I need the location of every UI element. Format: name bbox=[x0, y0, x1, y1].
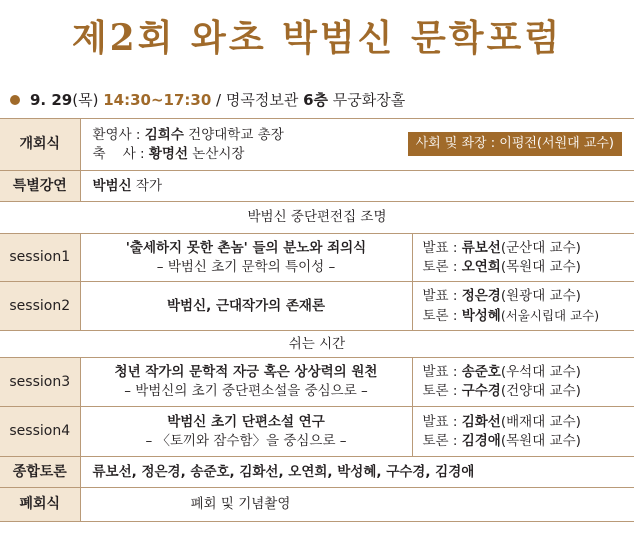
presenter-name: 송준호 bbox=[461, 364, 501, 380]
presenter-name: 김화선 bbox=[461, 413, 501, 430]
presenter bbox=[423, 413, 629, 432]
session-topic bbox=[80, 282, 412, 331]
session-label: session1 bbox=[0, 234, 80, 282]
presenter-role: 발표 : bbox=[422, 413, 462, 430]
welcome-speaker: 김희수 bbox=[144, 126, 184, 143]
session-speakers bbox=[412, 407, 634, 457]
label-general-discussion: 종합토론 bbox=[0, 457, 80, 488]
presenter-affiliation: (우석대 교수) bbox=[500, 364, 581, 380]
session-subtitle: – 박범신 초기 문학의 특이성 – bbox=[156, 258, 336, 275]
presenter-role: 발표 : bbox=[422, 239, 462, 256]
program-table bbox=[0, 118, 634, 522]
opening-content bbox=[93, 126, 629, 164]
session-row bbox=[0, 407, 634, 457]
session-subtitle: – 〈토끼와 잠수함〉을 중심으로 – bbox=[145, 432, 347, 449]
presenter-name: 류보선 bbox=[461, 239, 501, 256]
discussant-role: 토론 : bbox=[422, 383, 462, 399]
session-title: 청년 작가의 문학적 자긍 혹은 상상력의 원천 bbox=[114, 364, 378, 380]
session-speakers bbox=[412, 282, 634, 331]
congrats-speaker: 황명선 bbox=[148, 145, 189, 162]
session-row bbox=[0, 358, 634, 407]
congrats-role: 축 사 : bbox=[92, 145, 149, 162]
discussant bbox=[423, 306, 629, 326]
venue-floor: 6층 bbox=[303, 91, 329, 109]
row-special-lecture bbox=[0, 171, 634, 202]
moderator-badge: 사회 및 좌장 : 이평전(서원대 교수) bbox=[408, 132, 622, 156]
section-title: 박범신 중단편전집 조명 bbox=[0, 202, 634, 234]
label-closing: 폐회식 bbox=[0, 488, 80, 522]
discussant-name: 구수경 bbox=[461, 383, 501, 399]
label-opening: 개회식 bbox=[0, 119, 80, 171]
welcome-affiliation: 건양대학교 총장 bbox=[183, 126, 284, 143]
session-title: 박범신, 근대작가의 존재론 bbox=[167, 297, 325, 314]
row-opening bbox=[0, 119, 634, 171]
welcome-role: 환영사 : bbox=[92, 126, 145, 143]
presenter-affiliation: (군산대 교수) bbox=[500, 239, 581, 256]
discussant-affiliation: (건양대 교수) bbox=[500, 383, 581, 399]
event-time: 14:30~17:30 bbox=[103, 91, 212, 109]
session-row bbox=[0, 234, 634, 282]
congrats-affiliation: 논산시장 bbox=[188, 145, 245, 162]
session-label: session2 bbox=[0, 282, 80, 331]
session-topic bbox=[80, 407, 412, 457]
session-title: '출세하지 못한 촌놈' 들의 분노와 죄의식 bbox=[125, 239, 367, 256]
presenter-role: 발표 : bbox=[422, 364, 462, 380]
discussant bbox=[423, 382, 629, 401]
session-label: session4 bbox=[0, 407, 80, 457]
session-speakers bbox=[412, 234, 634, 282]
discussant-affiliation: (목원대 교수) bbox=[500, 258, 581, 275]
bullet-icon bbox=[10, 95, 20, 105]
break-label: 쉬는 시간 bbox=[0, 331, 634, 358]
presenter bbox=[423, 239, 629, 258]
discussant-affiliation: (목원대 교수) bbox=[500, 432, 581, 449]
discussant-name: 박성혜 bbox=[461, 307, 501, 324]
session-label: session3 bbox=[0, 358, 80, 407]
label-special-lecture: 특별강연 bbox=[0, 171, 80, 202]
presenter bbox=[423, 287, 629, 306]
special-role: 작가 bbox=[131, 177, 162, 194]
session-topic bbox=[80, 234, 412, 282]
venue-building: 명곡정보관 bbox=[225, 91, 304, 109]
general-discussion-names: 류보선, 정은경, 송준호, 김화선, 오연희, 박성혜, 구수경, 김경애 bbox=[80, 457, 634, 488]
venue-hall: 무궁화장홀 bbox=[328, 91, 406, 109]
discussant-role: 토론 : bbox=[422, 432, 462, 449]
row-section-title bbox=[0, 202, 634, 234]
closing-text: 폐회 및 기념촬영 bbox=[80, 488, 634, 522]
session-topic bbox=[80, 358, 412, 407]
session-row bbox=[0, 282, 634, 331]
row-break bbox=[0, 331, 634, 358]
discussant bbox=[423, 432, 629, 451]
presenter-name: 정은경 bbox=[461, 287, 501, 304]
event-day: (목) bbox=[72, 91, 99, 109]
presenter-role: 발표 : bbox=[422, 287, 462, 304]
presenter-affiliation: (배재대 교수) bbox=[500, 413, 581, 430]
presenter bbox=[423, 363, 629, 382]
row-closing bbox=[0, 488, 634, 522]
discussant-name: 김경애 bbox=[461, 432, 501, 449]
discussant-role: 토론 : bbox=[422, 307, 462, 324]
page-title: 제2회 와초 박범신 문학포럼 bbox=[71, 17, 563, 59]
discussant-affiliation: (서울시립대 교수) bbox=[500, 307, 600, 323]
special-speaker: 박범신 bbox=[92, 177, 132, 194]
presenter-affiliation: (원광대 교수) bbox=[500, 287, 581, 304]
session-title: 박범신 초기 단편소설 연구 bbox=[167, 413, 325, 430]
discussant bbox=[423, 258, 629, 277]
event-dateline bbox=[10, 88, 405, 112]
discussant-role: 토론 : bbox=[422, 258, 462, 275]
event-date: 9. 29 bbox=[30, 91, 73, 109]
discussant-name: 오연희 bbox=[461, 258, 501, 275]
session-speakers bbox=[412, 358, 634, 407]
row-general-discussion bbox=[0, 457, 634, 488]
session-subtitle: – 박범신의 초기 중단편소설을 중심으로 – bbox=[124, 383, 368, 399]
dateline-separator: / bbox=[211, 91, 226, 109]
